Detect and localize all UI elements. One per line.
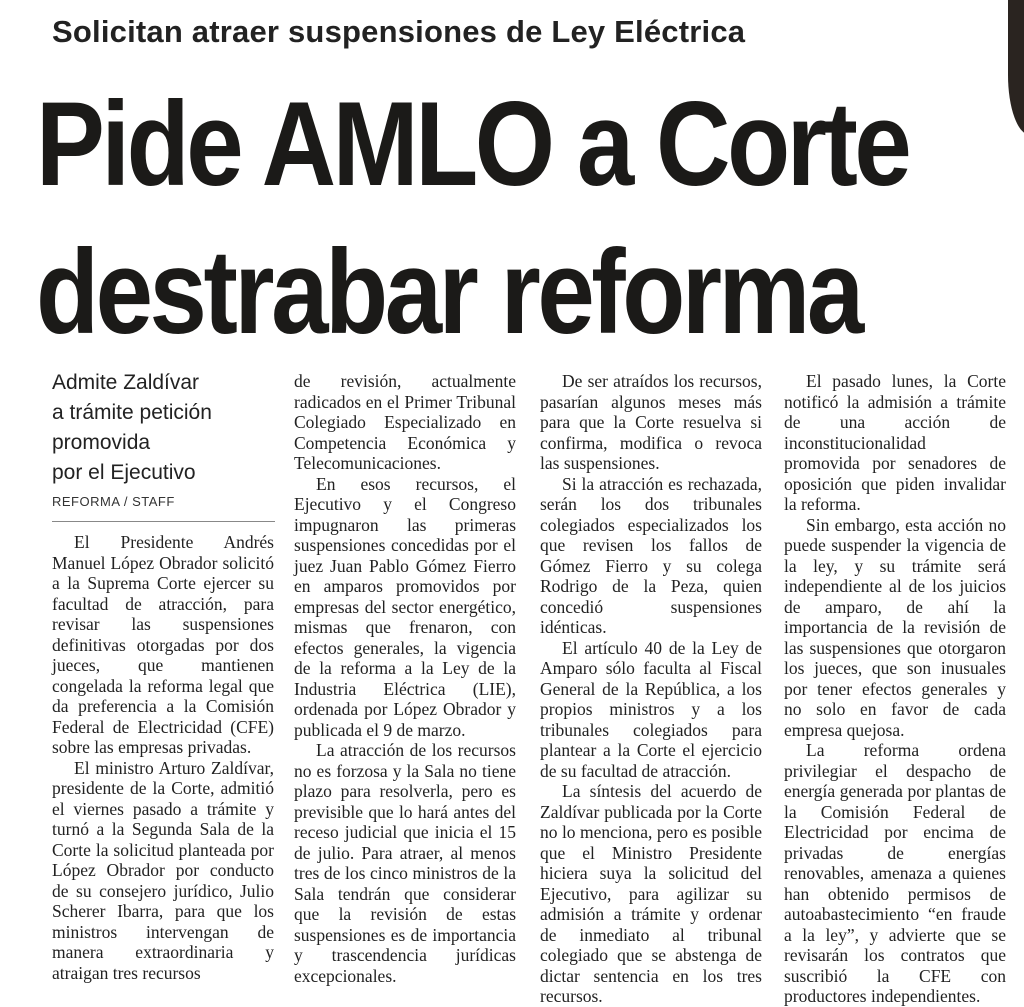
byline-rule <box>52 521 275 522</box>
headline <box>36 70 909 366</box>
paragraph: Si la atracción es rechazada, serán los dos tribunales colegiados especializados los que revisen los fallos de Gómez Fierro y su colega Rodrigo de la Peza, quien concedió suspensiones idénticas. <box>540 473 762 637</box>
paragraph: La atracción de los recursos no es forzosa y la Sala no tiene plazo para resolverla, pero es previsible que lo hará antes del receso judicial que inicia el 15 de julio. Para atraer, al menos tres de los cinco ministros de la Sala tendrán que considerar que la revisión de estas suspensiones es de importancia y trascendencia jurídicas excepcionales. <box>294 740 516 986</box>
paragraph: De ser atraídos los recursos, pasarían algunos meses más para que la Corte resuelva si confirma, modifica o revoca las suspensiones. <box>540 371 762 473</box>
headline-line-1: Pide AMLO a Corte <box>36 77 909 211</box>
deck-line-1: Admite Zaldívar <box>52 371 200 394</box>
column-2 <box>294 371 516 986</box>
column-3 <box>540 371 762 1007</box>
deck <box>52 368 272 488</box>
deck-line-2: a trámite petición <box>52 401 212 424</box>
kicker: Solicitan atraer suspensiones de Ley Eléctrica <box>52 14 746 49</box>
headline-line-2: destrabar reforma <box>36 225 861 359</box>
paragraph: El artículo 40 de la Ley de Amparo sólo faculta al Fiscal General de la República, a los propios ministros y a los tribunales colegiados para plantear a la Corte el ejercicio de su facultad de atracción. <box>540 637 762 781</box>
paragraph: La síntesis del acuerdo de Zaldívar publicada por la Corte no lo menciona, pero es posible que el Ministro Presidente hiciera suya la solicitud del Ejecutivo, para agilizar su admisión a trámite y ordenar de inmediato al tribunal colegiado que se abstenga de dictar sentencia en los tres recursos. <box>540 781 762 1006</box>
paragraph: El pasado lunes, la Corte notificó la admisión a trámite de una acción de inconstitucionalidad promovida por senadores de oposición que piden invalidar la reforma. <box>784 371 1006 514</box>
deck-line-3: promovida <box>52 431 151 454</box>
paragraph: Sin embargo, esta acción no puede suspender la vigencia de la ley, y su trámite será independiente al de los juicios de amparo, de ahí la importancia de la revisión de las suspensiones que otorgaron los jueces, que son inusuales por tener efectos generales y no solo en favor de cada empresa quejosa. <box>784 514 1006 740</box>
paragraph: En esos recursos, el Ejecutivo y el Congreso impugnaron las primeras suspensiones concedidas por el juez Juan Pablo Gómez Fierro en amparos promovidos por empresas del sector energético, mismas que frenaron, con efectos generales, la vigencia de la reforma a la Ley de la Industria Eléctrica (LIE), ordenada por López Obrador y publicada el 9 de marzo. <box>294 473 516 740</box>
paragraph: El ministro Arturo Zaldívar, presidente de la Corte, admitió el viernes pasado a trámite y turnó a la Segunda Sala de la Corte la solicitud planteada por López Obrador por conducto de su consejero jurídico, Julio Scherer Ibarra, para que los ministros intervengan de manera extraordinaria y atraigan tres recursos <box>52 757 274 983</box>
paragraph: El Presidente Andrés Manuel López Obrador solicitó a la Suprema Corte ejercer su facultad de atracción, para revisar las suspensiones definitivas otorgadas por dos jueces, que mantienen congelada la reforma legal que da preferencia a la Comisión Federal de Electricidad (CFE) sobre las empresas privadas. <box>52 532 274 757</box>
byline: REFORMA / STAFF <box>52 494 175 509</box>
column-4 <box>784 371 1006 1007</box>
photo-fragment <box>1008 0 1024 135</box>
paragraph: La reforma ordena privilegiar el despacho de energía generada por plantas de la Comisión Federal de Electricidad por encima de privadas de energías renovables, amenaza a quienes han obtenido permisos de autoabastecimiento “en fraude a la ley”, y advierte que se revisarán los contratos que suscribió la CFE con productores independientes. <box>784 740 1006 1006</box>
paragraph-continued: de revisión, actualmente radicados en el Primer Tribunal Colegiado Especializado en Competencia Económica y Telecomunicaciones. <box>294 371 516 473</box>
column-1 <box>52 532 274 983</box>
deck-line-4: por el Ejecutivo <box>52 461 196 484</box>
